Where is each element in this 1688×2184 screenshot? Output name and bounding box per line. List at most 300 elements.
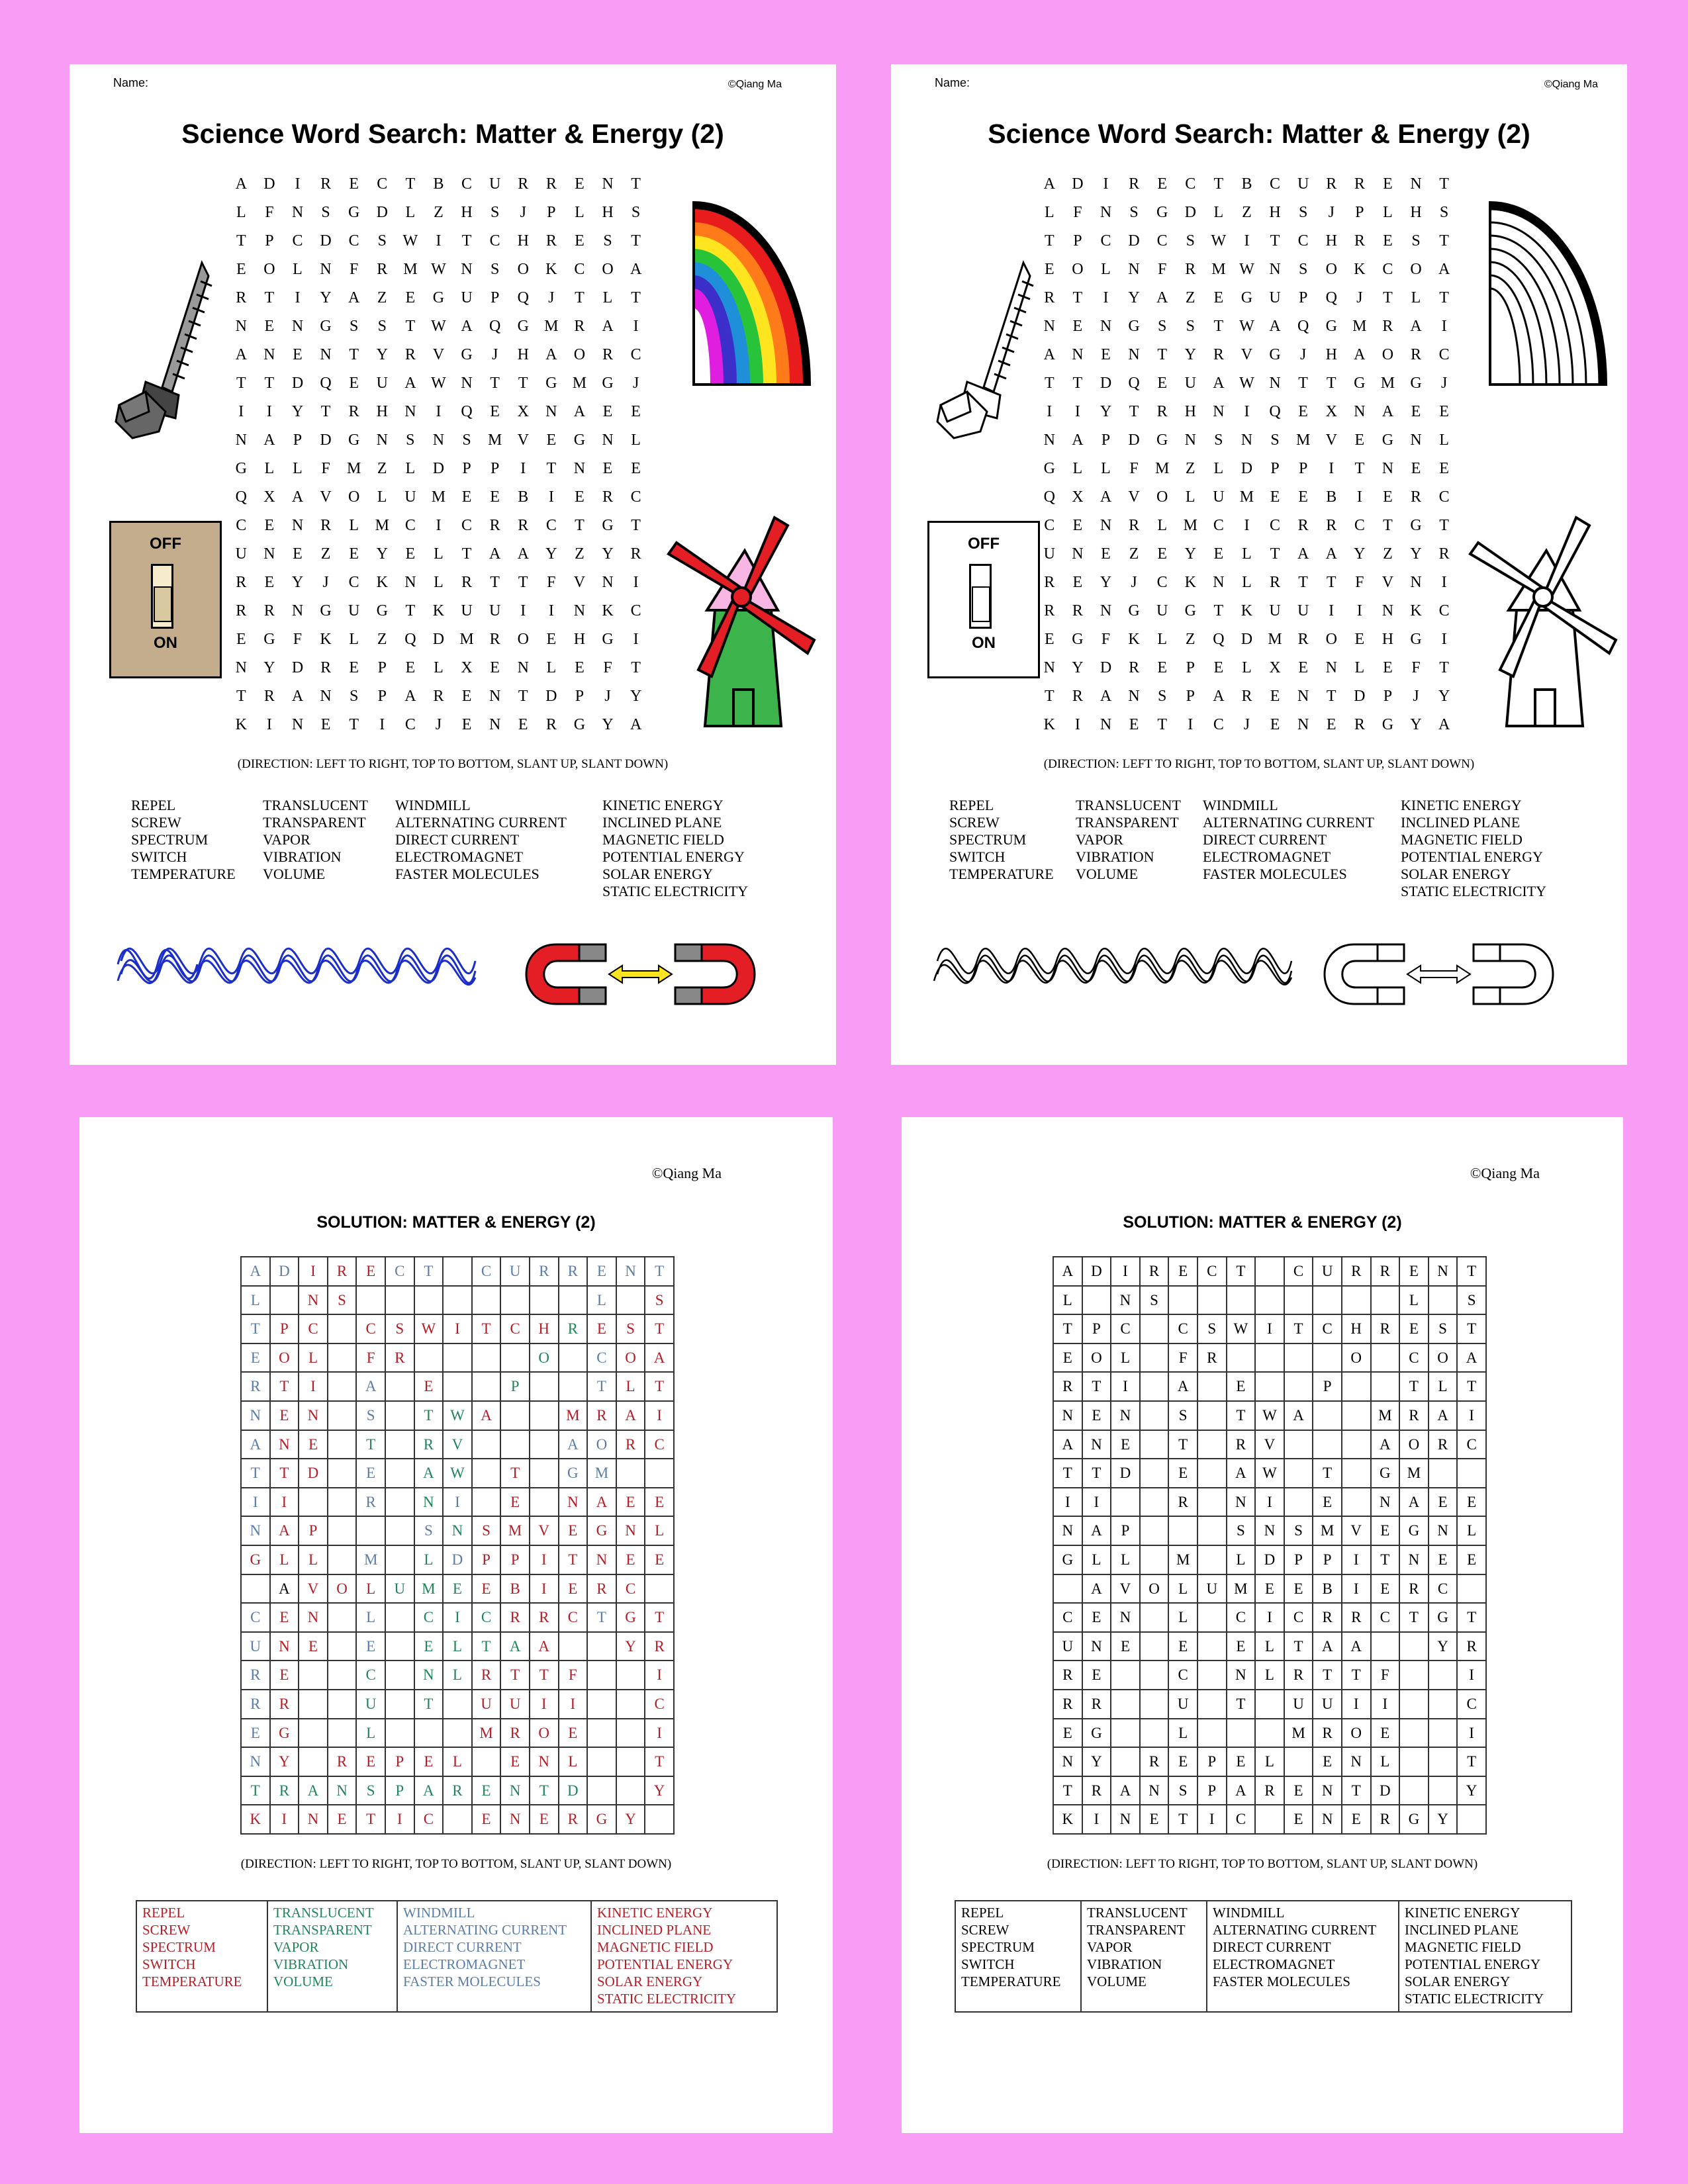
solution-cell: R bbox=[328, 1257, 357, 1287]
grid-letter: R bbox=[602, 488, 614, 506]
solution-cell: I bbox=[1342, 1690, 1372, 1719]
solution-cell: C bbox=[501, 1315, 530, 1344]
word-item: FASTER MOLECULES bbox=[403, 1974, 541, 1989]
grid-letter: L bbox=[1213, 460, 1224, 477]
grid-letter: V bbox=[517, 432, 529, 449]
solution-cell: N bbox=[299, 1287, 328, 1316]
solution-cell bbox=[299, 1661, 328, 1690]
word-item: SCREW bbox=[949, 814, 1000, 831]
grid-letter: C bbox=[574, 261, 585, 278]
grid-letter: R bbox=[630, 545, 641, 563]
grid-letter: E bbox=[349, 659, 359, 676]
grid-letter: M bbox=[487, 432, 502, 449]
grid-letter: T bbox=[1383, 517, 1393, 534]
grid-letter: U bbox=[489, 175, 501, 193]
grid-letter: R bbox=[404, 346, 416, 363]
solution-cell: E bbox=[357, 1257, 386, 1287]
solution-cell: I bbox=[1256, 1315, 1285, 1344]
grid-letter: B bbox=[1241, 175, 1252, 193]
grid-letter: C bbox=[630, 346, 641, 363]
solution-cell: E bbox=[415, 1633, 444, 1662]
grid-letter: E bbox=[236, 261, 246, 278]
solution-cell: N bbox=[1054, 1748, 1083, 1777]
grid-letter: T bbox=[575, 517, 585, 534]
solution-cell bbox=[1141, 1402, 1170, 1431]
grid-letter: Q bbox=[1128, 375, 1140, 392]
solution-cell: A bbox=[1458, 1344, 1487, 1373]
solution-cell bbox=[617, 1719, 646, 1749]
grid-letter: J bbox=[1299, 346, 1307, 363]
grid-letter: G bbox=[602, 375, 614, 392]
solution-cell bbox=[1198, 1633, 1227, 1662]
grid-letter: H bbox=[573, 631, 586, 648]
solution-cell: A bbox=[1372, 1431, 1401, 1460]
grid-letter: L bbox=[1242, 545, 1252, 563]
grid-letter: N bbox=[1100, 318, 1112, 335]
solution-cell: T bbox=[271, 1459, 300, 1488]
grid-letter: H bbox=[1325, 232, 1337, 250]
word-item: KINETIC ENERGY bbox=[1401, 797, 1522, 813]
grid-letter: R bbox=[320, 175, 332, 193]
solution-cell: C bbox=[473, 1604, 502, 1633]
grid-letter: F bbox=[349, 261, 359, 278]
solution-cell: C bbox=[357, 1661, 386, 1690]
solution-cell: E bbox=[559, 1575, 588, 1604]
grid-letter: L bbox=[434, 574, 444, 591]
grid-letter: Q bbox=[489, 318, 501, 335]
solution-cell: L bbox=[1256, 1633, 1285, 1662]
grid-letter: S bbox=[1298, 204, 1308, 221]
grid-letter: D bbox=[1241, 631, 1253, 648]
solution-cell: A bbox=[559, 1431, 588, 1460]
grid-letter: W bbox=[431, 261, 446, 278]
grid-letter: C bbox=[545, 517, 557, 534]
grid-letter: Q bbox=[1325, 289, 1337, 306]
grid-letter: C bbox=[1213, 716, 1224, 733]
grid-letter: J bbox=[1243, 716, 1250, 733]
grid-letter: G bbox=[1269, 346, 1281, 363]
grid-letter: A bbox=[404, 375, 416, 392]
word-list-col-3 bbox=[1203, 797, 1374, 883]
solution-cell: N bbox=[1429, 1257, 1458, 1287]
solution-cell: N bbox=[530, 1748, 559, 1777]
grid-letter: I bbox=[520, 460, 526, 477]
solution-cell: N bbox=[1400, 1546, 1429, 1575]
grid-letter: R bbox=[263, 688, 275, 705]
grid-letter: E bbox=[575, 175, 585, 193]
solution-cell bbox=[1227, 1344, 1256, 1373]
magnet-icon bbox=[510, 931, 774, 1017]
grid-letter: I bbox=[1188, 716, 1194, 733]
grid-letter: G bbox=[1156, 204, 1168, 221]
grid-letter: N bbox=[1043, 318, 1055, 335]
solution-cell: N bbox=[1083, 1633, 1112, 1662]
grid-letter: N bbox=[263, 545, 275, 563]
solution-cell: T bbox=[242, 1777, 271, 1806]
solution-title: SOLUTION: MATTER & ENERGY (2) bbox=[316, 1213, 596, 1232]
solution-cell bbox=[473, 1373, 502, 1402]
solution-cell bbox=[1458, 1459, 1487, 1488]
solution-cell bbox=[386, 1459, 415, 1488]
grid-letter: O bbox=[1072, 261, 1084, 278]
solution-cell bbox=[559, 1373, 588, 1402]
solution-cell: R bbox=[530, 1257, 559, 1287]
solution-cell: R bbox=[242, 1690, 271, 1719]
grid-letter: J bbox=[491, 346, 498, 363]
grid-letter: R bbox=[1129, 659, 1140, 676]
word-item: TEMPERATURE bbox=[142, 1974, 242, 1989]
solution-cell: E bbox=[559, 1517, 588, 1546]
grid-letter: E bbox=[1383, 232, 1393, 250]
solution-cell: N bbox=[1083, 1431, 1112, 1460]
word-list-col-3 bbox=[1207, 1901, 1399, 2011]
grid-letter: F bbox=[1157, 261, 1167, 278]
solution-cell: D bbox=[1256, 1546, 1285, 1575]
solution-cell: I bbox=[530, 1546, 559, 1575]
grid-letter: X bbox=[1325, 403, 1337, 420]
word-item: ELECTROMAGNET bbox=[395, 848, 524, 865]
solution-cell bbox=[386, 1488, 415, 1518]
grid-letter: Y bbox=[263, 659, 275, 676]
grid-letter: E bbox=[602, 403, 613, 420]
solution-cell bbox=[299, 1748, 328, 1777]
grid-letter: V bbox=[1128, 488, 1140, 506]
grid-letter: E bbox=[1157, 375, 1167, 392]
solution-cell: C bbox=[1285, 1604, 1314, 1633]
word-item: VOLUME bbox=[263, 866, 326, 882]
solution-cell: O bbox=[328, 1575, 357, 1604]
solution-cell: T bbox=[588, 1373, 617, 1402]
grid-letter: N bbox=[404, 403, 416, 420]
solution-cell: T bbox=[415, 1257, 444, 1287]
grid-letter: N bbox=[1269, 261, 1281, 278]
solution-cell bbox=[1313, 1344, 1342, 1373]
solution-cell: G bbox=[1400, 1517, 1429, 1546]
solution-cell bbox=[1083, 1287, 1112, 1316]
grid-letter: E bbox=[349, 175, 359, 193]
grid-letter: M bbox=[1352, 318, 1367, 335]
grid-letter: E bbox=[490, 488, 500, 506]
solution-cell: E bbox=[1429, 1488, 1458, 1518]
grid-letter: L bbox=[1213, 204, 1224, 221]
word-item: FASTER MOLECULES bbox=[1213, 1974, 1350, 1989]
solution-cell: G bbox=[271, 1719, 300, 1749]
grid-letter: J bbox=[1440, 375, 1448, 392]
solution-cell: R bbox=[1400, 1402, 1429, 1431]
solution-cell: N bbox=[1372, 1488, 1401, 1518]
solution-cell: E bbox=[1111, 1431, 1141, 1460]
solution-cell: L bbox=[1169, 1575, 1198, 1604]
solution-cell: E bbox=[444, 1575, 473, 1604]
solution-cell: G bbox=[559, 1459, 588, 1488]
grid-letter: G bbox=[263, 631, 275, 648]
grid-letter: M bbox=[403, 261, 418, 278]
solution-cell: U bbox=[1285, 1690, 1314, 1719]
solution-cell bbox=[444, 1805, 473, 1835]
grid-letter: A bbox=[1043, 346, 1055, 363]
word-item: SCREW bbox=[142, 1922, 191, 1938]
solution-cell: M bbox=[473, 1719, 502, 1749]
grid-letter: I bbox=[238, 403, 244, 420]
solution-cell: O bbox=[1141, 1575, 1170, 1604]
grid-letter: T bbox=[1439, 175, 1449, 193]
solution-cell bbox=[617, 1661, 646, 1690]
word-item: INCLINED PLANE bbox=[1405, 1922, 1519, 1938]
solution-cell bbox=[1429, 1287, 1458, 1316]
light-switch-icon bbox=[927, 521, 1040, 678]
solution-cell: C bbox=[1227, 1805, 1256, 1835]
word-item: REPEL bbox=[949, 797, 994, 813]
grid-letter: P bbox=[1186, 659, 1195, 676]
solution-cell: T bbox=[1342, 1661, 1372, 1690]
solution-cell: A bbox=[473, 1402, 502, 1431]
grid-letter: N bbox=[235, 659, 247, 676]
solution-cell: O bbox=[1429, 1344, 1458, 1373]
solution-cell: L bbox=[357, 1575, 386, 1604]
solution-cell: N bbox=[299, 1604, 328, 1633]
solution-cell: C bbox=[1198, 1257, 1227, 1287]
solution-cell: A bbox=[588, 1488, 617, 1518]
solution-cell: A bbox=[1054, 1257, 1083, 1287]
solution-cell: T bbox=[1458, 1257, 1487, 1287]
solution-cell: G bbox=[588, 1805, 617, 1835]
grid-letter: F bbox=[321, 460, 330, 477]
grid-letter: R bbox=[1326, 175, 1337, 193]
word-item: WINDMILL bbox=[403, 1905, 475, 1921]
solution-cell bbox=[1169, 1517, 1198, 1546]
grid-letter: T bbox=[1326, 375, 1336, 392]
solution-cell: E bbox=[530, 1805, 559, 1835]
letter-grid bbox=[227, 170, 650, 739]
solution-cell: T bbox=[1400, 1373, 1429, 1402]
grid-letter: G bbox=[235, 460, 247, 477]
grid-letter: N bbox=[320, 261, 332, 278]
word-item: TRANSPARENT bbox=[263, 814, 366, 831]
solution-title: SOLUTION: MATTER & ENERGY (2) bbox=[1123, 1213, 1402, 1232]
grid-letter: T bbox=[490, 375, 500, 392]
solution-cell: R bbox=[1313, 1719, 1342, 1749]
word-item: VAPOR bbox=[1076, 831, 1123, 848]
solution-cell: L bbox=[1054, 1287, 1083, 1316]
solution-cell bbox=[386, 1517, 415, 1546]
solution-cell bbox=[328, 1459, 357, 1488]
solution-cell: H bbox=[530, 1315, 559, 1344]
grid-letter: G bbox=[573, 716, 586, 733]
grid-letter: Y bbox=[1354, 545, 1366, 563]
grid-letter: E bbox=[405, 289, 416, 306]
word-item: SOLAR ENERGY bbox=[597, 1974, 703, 1989]
solution-cell: E bbox=[299, 1431, 328, 1460]
grid-letter: O bbox=[1156, 488, 1168, 506]
solution-cell: T bbox=[1083, 1459, 1112, 1488]
solution-cell: T bbox=[530, 1777, 559, 1806]
word-item: VOLUME bbox=[1076, 866, 1139, 882]
solution-cell bbox=[559, 1287, 588, 1316]
grid-letter: E bbox=[1213, 289, 1224, 306]
solution-cell: G bbox=[1400, 1805, 1429, 1835]
solution-cell: E bbox=[473, 1805, 502, 1835]
solution-cell: T bbox=[645, 1748, 675, 1777]
solution-cell: C bbox=[386, 1257, 415, 1287]
grid-letter: X bbox=[1269, 659, 1281, 676]
grid-letter: O bbox=[1410, 261, 1422, 278]
grid-letter: L bbox=[405, 204, 416, 221]
solution-cell: E bbox=[1141, 1805, 1170, 1835]
solution-cell bbox=[1429, 1748, 1458, 1777]
grid-letter: T bbox=[575, 289, 585, 306]
grid-letter: Z bbox=[377, 631, 387, 648]
solution-cell: E bbox=[1400, 1315, 1429, 1344]
solution-cell: C bbox=[645, 1690, 675, 1719]
grid-letter: F bbox=[1411, 659, 1421, 676]
solution-cell bbox=[1256, 1719, 1285, 1749]
solution-cell: E bbox=[1054, 1344, 1083, 1373]
solution-cell: E bbox=[588, 1315, 617, 1344]
solution-cell: U bbox=[242, 1633, 271, 1662]
solution-cell: U bbox=[1054, 1633, 1083, 1662]
solution-word-table bbox=[955, 1900, 1572, 2013]
solution-cell: M bbox=[1313, 1517, 1342, 1546]
solution-cell: E bbox=[1313, 1748, 1342, 1777]
solution-cell: M bbox=[1372, 1402, 1401, 1431]
grid-letter: T bbox=[518, 688, 528, 705]
solution-cell: S bbox=[328, 1287, 357, 1316]
worksheet-page-bw bbox=[891, 64, 1627, 1065]
solution-cell: E bbox=[473, 1575, 502, 1604]
word-list-col-1 bbox=[131, 797, 236, 883]
grid-letter: E bbox=[1270, 688, 1280, 705]
solution-cell: C bbox=[559, 1604, 588, 1633]
solution-cell: C bbox=[1054, 1604, 1083, 1633]
solution-cell bbox=[328, 1344, 357, 1373]
grid-letter: U bbox=[1269, 602, 1281, 619]
solution-cell: A bbox=[1227, 1777, 1256, 1806]
solution-cell bbox=[1141, 1344, 1170, 1373]
word-item: VIBRATION bbox=[1076, 848, 1154, 865]
solution-cell bbox=[328, 1315, 357, 1344]
solution-cell: T bbox=[357, 1805, 386, 1835]
solution-cell: E bbox=[1429, 1546, 1458, 1575]
grid-letter: A bbox=[1100, 688, 1112, 705]
grid-letter: I bbox=[295, 175, 301, 193]
grid-letter: T bbox=[1044, 232, 1055, 250]
solution-cell: R bbox=[473, 1661, 502, 1690]
solution-cell: E bbox=[1458, 1546, 1487, 1575]
solution-cell: T bbox=[559, 1546, 588, 1575]
grid-letter: G bbox=[602, 517, 614, 534]
solution-page-color bbox=[79, 1117, 833, 2133]
solution-page-bw bbox=[902, 1117, 1623, 2133]
solution-cell: M bbox=[357, 1546, 386, 1575]
grid-letter: I bbox=[1356, 602, 1362, 619]
grid-letter: E bbox=[1270, 716, 1280, 733]
grid-letter: H bbox=[1184, 403, 1196, 420]
solution-cell bbox=[501, 1402, 530, 1431]
word-item: POTENTIAL ENERGY bbox=[1405, 1956, 1541, 1972]
word-item: INCLINED PLANE bbox=[602, 814, 722, 831]
grid-letter: S bbox=[631, 204, 641, 221]
grid-letter: T bbox=[631, 659, 641, 676]
grid-letter: D bbox=[1241, 460, 1253, 477]
grid-letter: E bbox=[405, 659, 416, 676]
grid-letter: V bbox=[432, 346, 445, 363]
grid-letter: L bbox=[349, 517, 359, 534]
grid-letter: Y bbox=[1100, 574, 1112, 591]
grid-letter: S bbox=[321, 204, 330, 221]
solution-cell: A bbox=[242, 1257, 271, 1287]
grid-letter: T bbox=[1439, 659, 1449, 676]
grid-letter: U bbox=[1184, 375, 1196, 392]
grid-letter: G bbox=[1043, 460, 1055, 477]
grid-letter: D bbox=[545, 688, 557, 705]
grid-letter: N bbox=[291, 204, 304, 221]
solution-cell: R bbox=[415, 1431, 444, 1460]
grid-letter: P bbox=[490, 289, 500, 306]
grid-letter: R bbox=[433, 688, 444, 705]
solution-cell: E bbox=[617, 1546, 646, 1575]
grid-letter: S bbox=[406, 432, 415, 449]
solution-cell: E bbox=[1372, 1517, 1401, 1546]
grid-letter: J bbox=[1413, 688, 1419, 705]
solution-cell: T bbox=[1169, 1805, 1198, 1835]
solution-cell: W bbox=[415, 1315, 444, 1344]
grid-letter: N bbox=[1100, 716, 1112, 733]
grid-letter: N bbox=[291, 602, 304, 619]
solution-cell: R bbox=[559, 1257, 588, 1287]
solution-cell bbox=[1400, 1777, 1429, 1806]
solution-cell: C bbox=[588, 1344, 617, 1373]
grid-letter: R bbox=[1297, 517, 1309, 534]
solution-cell bbox=[1227, 1719, 1256, 1749]
letter-grid bbox=[1035, 170, 1458, 739]
solution-cell: Y bbox=[1458, 1777, 1487, 1806]
solution-cell bbox=[1285, 1287, 1314, 1316]
solution-cell: S bbox=[1285, 1517, 1314, 1546]
grid-letter: C bbox=[461, 517, 473, 534]
solution-cell: D bbox=[1111, 1459, 1141, 1488]
solution-cell: E bbox=[1169, 1257, 1198, 1287]
solution-cell: E bbox=[1342, 1805, 1372, 1835]
solution-cell bbox=[1313, 1431, 1342, 1460]
grid-letter: G bbox=[461, 346, 473, 363]
solution-cell: M bbox=[1227, 1575, 1256, 1604]
solution-cell: I bbox=[242, 1488, 271, 1518]
solution-cell: N bbox=[1141, 1777, 1170, 1806]
grid-letter: J bbox=[604, 688, 611, 705]
grid-letter: K bbox=[1128, 631, 1140, 648]
solution-cell: T bbox=[501, 1661, 530, 1690]
solution-cell: N bbox=[1111, 1287, 1141, 1316]
grid-letter: G bbox=[1410, 631, 1422, 648]
solution-cell: E bbox=[1372, 1575, 1401, 1604]
grid-letter: K bbox=[235, 716, 247, 733]
word-list-col-1 bbox=[956, 1901, 1082, 2011]
grid-letter: O bbox=[602, 261, 614, 278]
grid-letter: I bbox=[436, 232, 442, 250]
grid-letter: R bbox=[518, 175, 529, 193]
solution-cell bbox=[1285, 1459, 1314, 1488]
word-item: SWITCH bbox=[142, 1956, 196, 1972]
grid-letter: W bbox=[1211, 232, 1227, 250]
grid-letter: J bbox=[520, 204, 526, 221]
grid-letter: M bbox=[1239, 488, 1254, 506]
grid-letter: I bbox=[266, 716, 272, 733]
grid-letter: N bbox=[1213, 403, 1225, 420]
solution-cell: S bbox=[357, 1402, 386, 1431]
solution-cell: E bbox=[588, 1257, 617, 1287]
solution-cell: D bbox=[271, 1257, 300, 1287]
solution-cell: G bbox=[1429, 1604, 1458, 1633]
